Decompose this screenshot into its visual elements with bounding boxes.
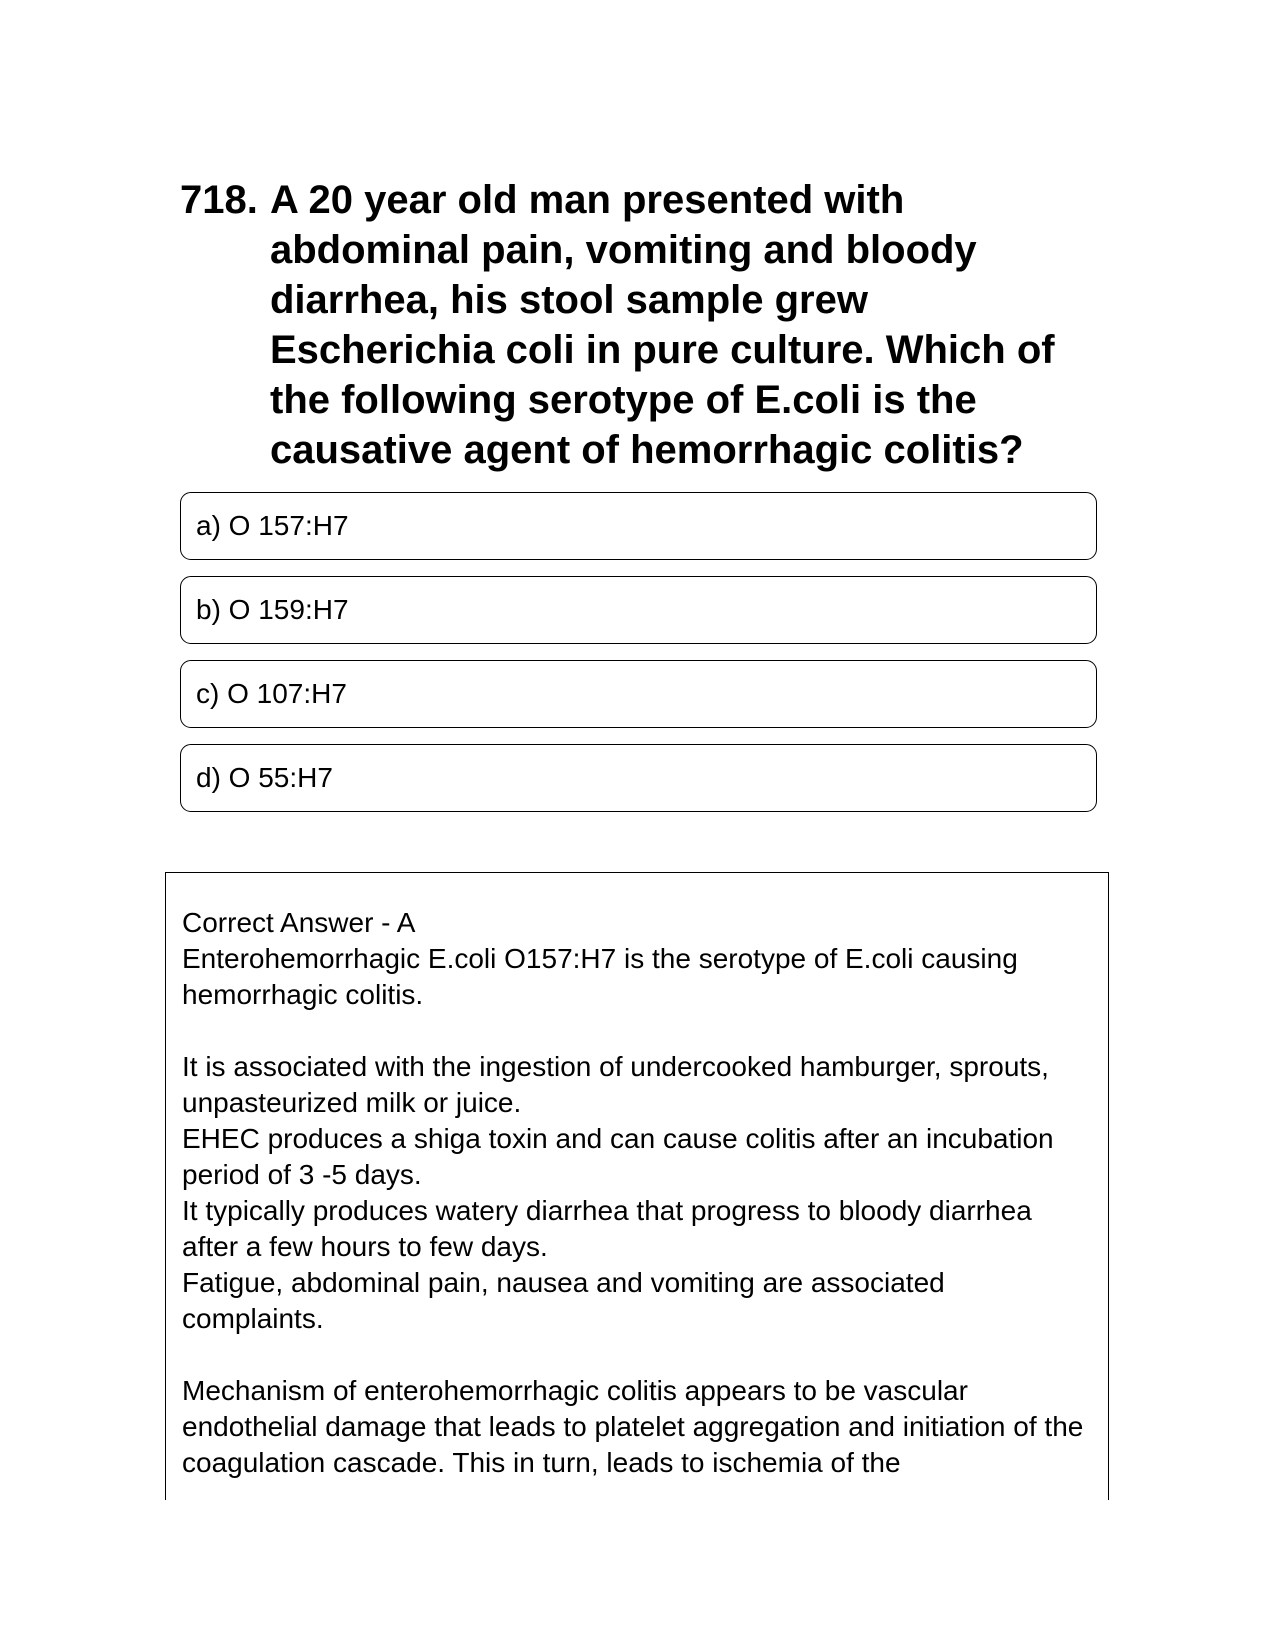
- explanation-paragraph: It typically produces watery diarrhea that progress to bloody diarrhea after a few hours to few days.: [182, 1195, 1032, 1262]
- explanation-paragraph: Mechanism of enterohemorrhagic colitis appears to be vascular endothelial damage that leads to platelet aggregation and initiation of the coagulation cascade. This in turn, leads to ischemia of the: [182, 1375, 1084, 1478]
- explanation-paragraph: Enterohemorrhagic E.coli O157:H7 is the serotype of E.coli causing hemorrhagic colitis.: [182, 943, 1018, 1010]
- explanation-paragraph: EHEC produces a shiga toxin and can cause colitis after an incubation period of 3 -5 days.: [182, 1123, 1054, 1190]
- explanation-paragraph: It is associated with the ingestion of undercooked hamburger, sprouts, unpasteurized milk or juice.: [182, 1051, 1049, 1118]
- option-a[interactable]: a) O 157:H7: [180, 492, 1097, 560]
- options-list: [180, 492, 1097, 828]
- question-number: 718.: [180, 178, 258, 222]
- option-b[interactable]: b) O 159:H7: [180, 576, 1097, 644]
- option-c[interactable]: c) O 107:H7: [180, 660, 1097, 728]
- option-d[interactable]: d) O 55:H7: [180, 744, 1097, 812]
- paragraph-spacer: [182, 1013, 1092, 1049]
- question: [180, 175, 1100, 475]
- paragraph-spacer: [182, 1337, 1092, 1373]
- correct-answer-heading: Correct Answer - A: [182, 907, 416, 938]
- question-text: A 20 year old man presented with abdominal pain, vomiting and bloody diarrhea, his stool sample grew Escherichia coli in pure culture. Which of the following serotype of E.coli is the causative agent of hemorrhagic colitis?: [270, 178, 1055, 472]
- explanation-paragraph: Fatigue, abdominal pain, nausea and vomiting are associated complaints.: [182, 1267, 945, 1334]
- page-bottom-margin: [0, 1500, 1275, 1651]
